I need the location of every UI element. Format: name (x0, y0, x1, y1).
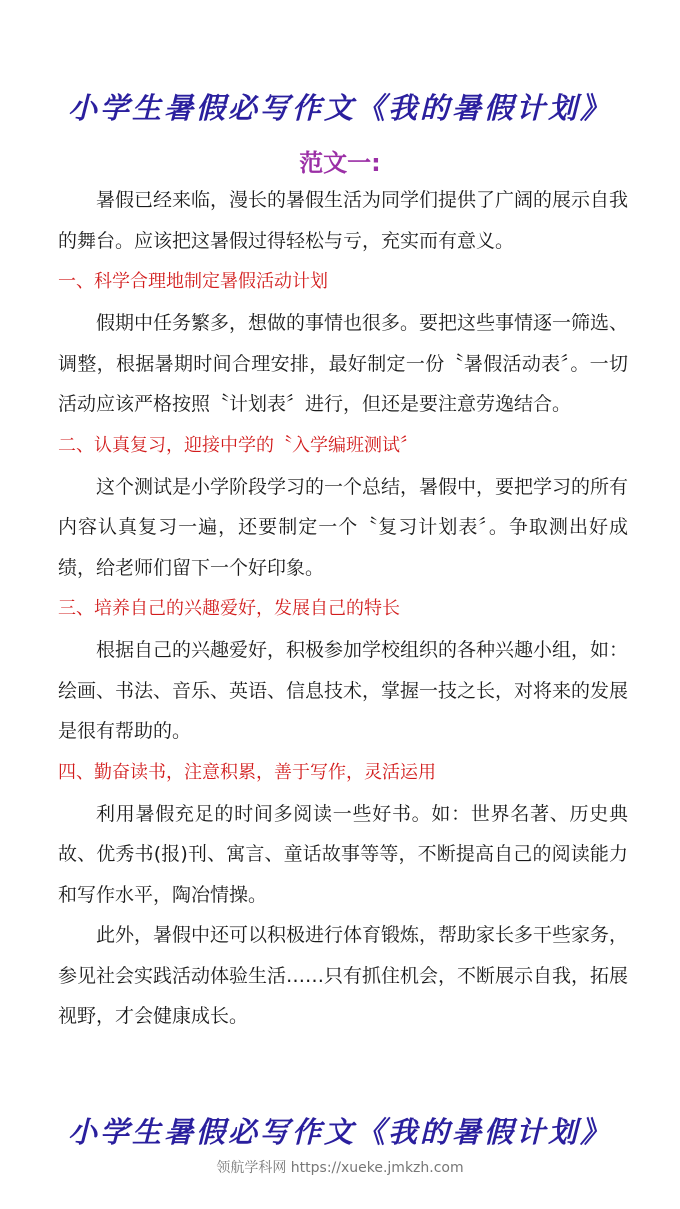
section-paragraph-4: 利用暑假充足的时间多阅读一些好书。如：世界名著、历史典故、优秀书(报)刊、寓言、童话故事等等，不断提高自己的阅读能力和写作水平，陶冶情操。 (58, 802, 628, 906)
bottom-title: 小学生暑假必写作文《我的暑假计划》 (67, 1115, 612, 1149)
page-title: 小学生暑假必写作文《我的暑假计划》 (67, 91, 612, 125)
closing-paragraph: 此外，暑假中还可以积极进行体育锻炼，帮助家长多干些家务，参见社会实践活动体验生活……只有抓住机会，不断展示自我，拓展视野，才会健康成长。 (58, 924, 629, 1027)
section-heading-4: 四、勤奋读书，注意积累，善于写作，灵活运用 (58, 761, 436, 783)
section-paragraph-2: 这个测试是小学阶段学习的一个总结，暑假中，要把学习的所有内容认真复习一遍，还要制定一个〝复习计划表〞。争取测出好成绩，给老师们留下一个好印象。 (58, 475, 629, 579)
section-heading-3: 三、培养自己的兴趣爱好，发展自己的特长 (58, 598, 400, 619)
footer-source: 领航学科网 https://xueke.jmkzh.com (216, 1160, 464, 1176)
section-heading-2: 二、认真复习，迎接中学的〝入学编班测试〞 (58, 434, 418, 456)
section-paragraph-3: 根据自己的兴趣爱好，积极参加学校组织的各种兴趣小组，如：绘画、书法、音乐、英语、信息技术，掌握一技之长，对将来的发展是很有帮助的。 (58, 639, 629, 742)
intro-paragraph: 暑假已经来临，漫长的暑假生活为同学们提供了广阔的展示自我的舞台。应该把这暑假过得轻松与亏，充实而有意义。 (58, 189, 629, 252)
essay-body (58, 180, 628, 1037)
sample-essay-label: 范文一: (299, 149, 381, 177)
section-paragraph-1: 假期中任务繁多，想做的事情也很多。要把这些事情逐一筛选、调整，根据暑期时间合理安排，最好制定一份〝暑假活动表〞。一切活动应该严格按照〝计划表〞进行，但还是要注意劳逸结合。 (58, 312, 629, 415)
section-heading-1: 一、科学合理地制定暑假活动计划 (58, 271, 328, 292)
